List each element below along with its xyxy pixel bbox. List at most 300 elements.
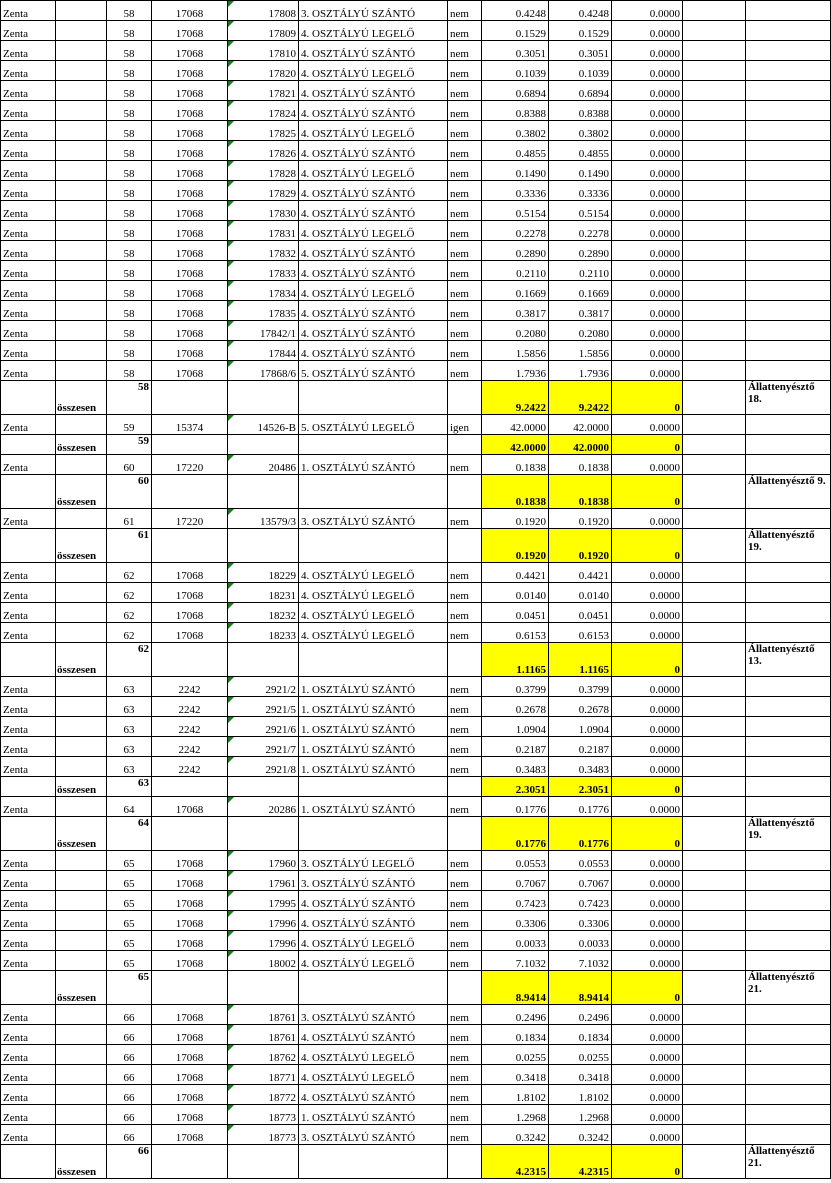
parcel-cell[interactable]: 17835 (228, 301, 299, 321)
empty-cell[interactable] (683, 21, 746, 41)
town-cell[interactable]: Zenta (1, 415, 56, 435)
number-cell[interactable]: 66 (107, 1045, 152, 1065)
kat-cell[interactable]: 17068 (152, 321, 228, 341)
note-cell[interactable] (746, 161, 831, 181)
parcel-cell[interactable]: 17833 (228, 261, 299, 281)
area-c-cell[interactable]: 0.0000 (612, 603, 683, 623)
empty-cell[interactable] (299, 643, 448, 677)
empty-cell[interactable] (1, 777, 56, 797)
town-cell[interactable]: Zenta (1, 261, 56, 281)
town-cell[interactable]: Zenta (1, 623, 56, 643)
note-cell[interactable] (746, 717, 831, 737)
number-cell[interactable]: 60 (107, 455, 152, 475)
flag-cell[interactable]: nem (448, 931, 482, 951)
area-c-cell[interactable]: 0.0000 (612, 161, 683, 181)
empty-cell[interactable] (299, 777, 448, 797)
area-a-cell[interactable]: 1.8102 (482, 1085, 549, 1105)
empty-cell[interactable] (683, 1085, 746, 1105)
empty-cell[interactable] (228, 643, 299, 677)
area-b-cell[interactable]: 0.4855 (549, 141, 612, 161)
town-cell[interactable]: Zenta (1, 717, 56, 737)
empty-cell[interactable] (56, 1085, 107, 1105)
parcel-cell[interactable]: 17808 (228, 1, 299, 21)
parcel-cell[interactable]: 2921/5 (228, 697, 299, 717)
empty-cell[interactable] (56, 1005, 107, 1025)
flag-cell[interactable]: nem (448, 677, 482, 697)
area-b-cell[interactable]: 0.8388 (549, 101, 612, 121)
number-cell[interactable]: 58 (107, 101, 152, 121)
town-cell[interactable]: Zenta (1, 583, 56, 603)
number-cell[interactable]: 62 (107, 603, 152, 623)
number-cell[interactable]: 63 (107, 737, 152, 757)
empty-cell[interactable] (448, 971, 482, 1005)
empty-cell[interactable] (56, 281, 107, 301)
town-cell[interactable]: Zenta (1, 1085, 56, 1105)
subtotal-a[interactable]: 2.3051 (482, 777, 549, 797)
class-cell[interactable]: 4. OSZTÁLYÚ LEGELŐ (299, 623, 448, 643)
flag-cell[interactable]: nem (448, 583, 482, 603)
area-a-cell[interactable]: 0.0553 (482, 851, 549, 871)
note-cell[interactable] (746, 697, 831, 717)
class-cell[interactable]: 4. OSZTÁLYÚ LEGELŐ (299, 161, 448, 181)
kat-cell[interactable]: 2242 (152, 757, 228, 777)
number-cell[interactable]: 63 (107, 717, 152, 737)
empty-cell[interactable] (56, 321, 107, 341)
area-c-cell[interactable]: 0.0000 (612, 41, 683, 61)
town-cell[interactable]: Zenta (1, 341, 56, 361)
note-cell[interactable] (746, 509, 831, 529)
area-b-cell[interactable]: 0.1834 (549, 1025, 612, 1045)
area-c-cell[interactable]: 0.0000 (612, 737, 683, 757)
note-cell[interactable] (746, 221, 831, 241)
town-cell[interactable]: Zenta (1, 1025, 56, 1045)
area-b-cell[interactable]: 0.3799 (549, 677, 612, 697)
empty-cell[interactable] (152, 435, 228, 455)
parcel-cell[interactable]: 18771 (228, 1065, 299, 1085)
kat-cell[interactable]: 2242 (152, 697, 228, 717)
flag-cell[interactable]: nem (448, 623, 482, 643)
subtotal-number[interactable]: 66 (107, 1145, 152, 1179)
area-c-cell[interactable]: 0.0000 (612, 141, 683, 161)
parcel-cell[interactable]: 20286 (228, 797, 299, 817)
note-cell[interactable] (746, 201, 831, 221)
kat-cell[interactable]: 17068 (152, 583, 228, 603)
empty-cell[interactable] (56, 261, 107, 281)
number-cell[interactable]: 66 (107, 1025, 152, 1045)
flag-cell[interactable]: nem (448, 361, 482, 381)
kat-cell[interactable]: 17068 (152, 361, 228, 381)
empty-cell[interactable] (683, 321, 746, 341)
area-c-cell[interactable]: 0.0000 (612, 951, 683, 971)
note-cell[interactable] (746, 261, 831, 281)
empty-cell[interactable] (683, 361, 746, 381)
subtotal-c[interactable]: 0 (612, 777, 683, 797)
empty-cell[interactable] (56, 911, 107, 931)
empty-cell[interactable] (299, 381, 448, 415)
note-cell[interactable]: Állattenyésztő 18. (746, 381, 831, 415)
note-cell[interactable]: Állattenyésztő 19. (746, 529, 831, 563)
town-cell[interactable]: Zenta (1, 931, 56, 951)
number-cell[interactable]: 58 (107, 241, 152, 261)
note-cell[interactable] (746, 1085, 831, 1105)
area-c-cell[interactable]: 0.0000 (612, 241, 683, 261)
empty-cell[interactable] (683, 241, 746, 261)
town-cell[interactable]: Zenta (1, 737, 56, 757)
class-cell[interactable]: 5. OSZTÁLYÚ SZÁNTÓ (299, 361, 448, 381)
class-cell[interactable]: 4. OSZTÁLYÚ LEGELŐ (299, 1065, 448, 1085)
kat-cell[interactable]: 17068 (152, 1065, 228, 1085)
empty-cell[interactable] (56, 61, 107, 81)
area-a-cell[interactable]: 0.3306 (482, 911, 549, 931)
area-b-cell[interactable]: 0.6153 (549, 623, 612, 643)
empty-cell[interactable] (56, 509, 107, 529)
empty-cell[interactable] (683, 261, 746, 281)
empty-cell[interactable] (683, 931, 746, 951)
area-b-cell[interactable]: 1.0904 (549, 717, 612, 737)
number-cell[interactable]: 58 (107, 341, 152, 361)
area-c-cell[interactable]: 0.0000 (612, 455, 683, 475)
subtotal-number[interactable]: 58 (107, 381, 152, 415)
number-cell[interactable]: 63 (107, 697, 152, 717)
area-b-cell[interactable]: 0.1669 (549, 281, 612, 301)
area-b-cell[interactable]: 0.3418 (549, 1065, 612, 1085)
flag-cell[interactable]: nem (448, 21, 482, 41)
flag-cell[interactable]: nem (448, 221, 482, 241)
subtotal-b[interactable]: 0.1776 (549, 817, 612, 851)
flag-cell[interactable]: nem (448, 1, 482, 21)
kat-cell[interactable]: 17220 (152, 455, 228, 475)
flag-cell[interactable]: nem (448, 911, 482, 931)
number-cell[interactable]: 64 (107, 797, 152, 817)
class-cell[interactable]: 4. OSZTÁLYÚ SZÁNTÓ (299, 1025, 448, 1045)
area-b-cell[interactable]: 0.0140 (549, 583, 612, 603)
number-cell[interactable]: 66 (107, 1085, 152, 1105)
empty-cell[interactable] (683, 737, 746, 757)
empty-cell[interactable] (299, 435, 448, 455)
empty-cell[interactable] (56, 891, 107, 911)
flag-cell[interactable]: nem (448, 871, 482, 891)
class-cell[interactable]: 4. OSZTÁLYÚ SZÁNTÓ (299, 81, 448, 101)
class-cell[interactable]: 4. OSZTÁLYÚ SZÁNTÓ (299, 891, 448, 911)
town-cell[interactable]: Zenta (1, 181, 56, 201)
kat-cell[interactable]: 17068 (152, 891, 228, 911)
class-cell[interactable]: 4. OSZTÁLYÚ SZÁNTÓ (299, 41, 448, 61)
class-cell[interactable]: 1. OSZTÁLYÚ SZÁNTÓ (299, 737, 448, 757)
note-cell[interactable] (746, 141, 831, 161)
parcel-cell[interactable]: 17830 (228, 201, 299, 221)
area-a-cell[interactable]: 0.0255 (482, 1045, 549, 1065)
empty-cell[interactable] (683, 141, 746, 161)
note-cell[interactable] (746, 41, 831, 61)
area-a-cell[interactable]: 0.1039 (482, 61, 549, 81)
class-cell[interactable]: 4. OSZTÁLYÚ SZÁNTÓ (299, 341, 448, 361)
kat-cell[interactable]: 17068 (152, 201, 228, 221)
flag-cell[interactable]: nem (448, 41, 482, 61)
area-c-cell[interactable]: 0.0000 (612, 1, 683, 21)
empty-cell[interactable] (683, 201, 746, 221)
empty-cell[interactable] (683, 381, 746, 415)
empty-cell[interactable] (228, 381, 299, 415)
parcel-cell[interactable]: 17821 (228, 81, 299, 101)
parcel-cell[interactable]: 2921/6 (228, 717, 299, 737)
area-a-cell[interactable]: 1.5856 (482, 341, 549, 361)
empty-cell[interactable] (56, 797, 107, 817)
number-cell[interactable]: 58 (107, 181, 152, 201)
area-c-cell[interactable]: 0.0000 (612, 1045, 683, 1065)
number-cell[interactable]: 65 (107, 931, 152, 951)
subtotal-c[interactable]: 0 (612, 475, 683, 509)
class-cell[interactable]: 5. OSZTÁLYÚ LEGELŐ (299, 415, 448, 435)
area-a-cell[interactable]: 0.2890 (482, 241, 549, 261)
number-cell[interactable]: 62 (107, 583, 152, 603)
class-cell[interactable]: 3. OSZTÁLYÚ LEGELŐ (299, 851, 448, 871)
kat-cell[interactable]: 17068 (152, 81, 228, 101)
subtotal-b[interactable]: 4.2315 (549, 1145, 612, 1179)
note-cell[interactable] (746, 583, 831, 603)
note-cell[interactable] (746, 181, 831, 201)
area-b-cell[interactable]: 0.2110 (549, 261, 612, 281)
number-cell[interactable]: 58 (107, 281, 152, 301)
kat-cell[interactable]: 17068 (152, 1085, 228, 1105)
area-c-cell[interactable]: 0.0000 (612, 81, 683, 101)
number-cell[interactable]: 66 (107, 1005, 152, 1025)
flag-cell[interactable]: nem (448, 891, 482, 911)
area-a-cell[interactable]: 0.3051 (482, 41, 549, 61)
kat-cell[interactable]: 17068 (152, 1045, 228, 1065)
area-a-cell[interactable]: 0.2110 (482, 261, 549, 281)
subtotal-number[interactable]: 60 (107, 475, 152, 509)
town-cell[interactable]: Zenta (1, 221, 56, 241)
subtotal-number[interactable]: 65 (107, 971, 152, 1005)
parcel-cell[interactable]: 20486 (228, 455, 299, 475)
empty-cell[interactable] (152, 475, 228, 509)
flag-cell[interactable]: nem (448, 161, 482, 181)
number-cell[interactable]: 65 (107, 911, 152, 931)
number-cell[interactable]: 59 (107, 415, 152, 435)
kat-cell[interactable]: 17068 (152, 261, 228, 281)
subtotal-label[interactable]: összesen (56, 529, 107, 563)
area-c-cell[interactable]: 0.0000 (612, 361, 683, 381)
note-cell[interactable] (746, 737, 831, 757)
subtotal-b[interactable]: 0.1920 (549, 529, 612, 563)
class-cell[interactable]: 1. OSZTÁLYÚ SZÁNTÓ (299, 717, 448, 737)
flag-cell[interactable]: nem (448, 281, 482, 301)
parcel-cell[interactable]: 17831 (228, 221, 299, 241)
class-cell[interactable]: 3. OSZTÁLYÚ SZÁNTÓ (299, 1125, 448, 1145)
town-cell[interactable]: Zenta (1, 911, 56, 931)
flag-cell[interactable]: nem (448, 1025, 482, 1045)
area-c-cell[interactable]: 0.0000 (612, 1025, 683, 1045)
empty-cell[interactable] (56, 1065, 107, 1085)
empty-cell[interactable] (228, 971, 299, 1005)
note-cell[interactable] (746, 455, 831, 475)
area-c-cell[interactable]: 0.0000 (612, 911, 683, 931)
parcel-cell[interactable]: 17825 (228, 121, 299, 141)
area-c-cell[interactable]: 0.0000 (612, 623, 683, 643)
area-a-cell[interactable]: 0.2080 (482, 321, 549, 341)
empty-cell[interactable] (228, 529, 299, 563)
area-a-cell[interactable]: 0.2496 (482, 1005, 549, 1025)
parcel-cell[interactable]: 18233 (228, 623, 299, 643)
note-cell[interactable] (746, 435, 831, 455)
note-cell[interactable] (746, 623, 831, 643)
area-b-cell[interactable]: 0.1920 (549, 509, 612, 529)
empty-cell[interactable] (683, 1125, 746, 1145)
class-cell[interactable]: 4. OSZTÁLYÚ SZÁNTÓ (299, 101, 448, 121)
parcel-cell[interactable]: 17826 (228, 141, 299, 161)
area-b-cell[interactable]: 0.2890 (549, 241, 612, 261)
class-cell[interactable]: 4. OSZTÁLYÚ SZÁNTÓ (299, 201, 448, 221)
kat-cell[interactable]: 17068 (152, 1, 228, 21)
note-cell[interactable]: Állattenyésztő 9. (746, 475, 831, 509)
parcel-cell[interactable]: 17832 (228, 241, 299, 261)
flag-cell[interactable]: nem (448, 951, 482, 971)
note-cell[interactable] (746, 241, 831, 261)
town-cell[interactable]: Zenta (1, 563, 56, 583)
area-b-cell[interactable]: 1.8102 (549, 1085, 612, 1105)
town-cell[interactable]: Zenta (1, 81, 56, 101)
area-b-cell[interactable]: 0.7067 (549, 871, 612, 891)
area-b-cell[interactable]: 7.1032 (549, 951, 612, 971)
kat-cell[interactable]: 15374 (152, 415, 228, 435)
flag-cell[interactable]: nem (448, 697, 482, 717)
parcel-cell[interactable]: 17844 (228, 341, 299, 361)
area-a-cell[interactable]: 0.0033 (482, 931, 549, 951)
class-cell[interactable]: 4. OSZTÁLYÚ LEGELŐ (299, 1045, 448, 1065)
area-b-cell[interactable]: 42.0000 (549, 415, 612, 435)
parcel-cell[interactable]: 2921/8 (228, 757, 299, 777)
flag-cell[interactable]: nem (448, 509, 482, 529)
flag-cell[interactable]: nem (448, 81, 482, 101)
note-cell[interactable] (746, 757, 831, 777)
kat-cell[interactable]: 17068 (152, 281, 228, 301)
area-a-cell[interactable]: 0.7423 (482, 891, 549, 911)
number-cell[interactable]: 65 (107, 871, 152, 891)
empty-cell[interactable] (56, 717, 107, 737)
empty-cell[interactable] (56, 81, 107, 101)
subtotal-number[interactable]: 64 (107, 817, 152, 851)
subtotal-label[interactable]: összesen (56, 971, 107, 1005)
class-cell[interactable]: 4. OSZTÁLYÚ LEGELŐ (299, 951, 448, 971)
area-b-cell[interactable]: 0.2278 (549, 221, 612, 241)
class-cell[interactable]: 4. OSZTÁLYÚ SZÁNTÓ (299, 301, 448, 321)
area-c-cell[interactable]: 0.0000 (612, 757, 683, 777)
flag-cell[interactable]: nem (448, 261, 482, 281)
area-b-cell[interactable]: 0.3336 (549, 181, 612, 201)
area-a-cell[interactable]: 0.2678 (482, 697, 549, 717)
empty-cell[interactable] (683, 603, 746, 623)
note-cell[interactable] (746, 911, 831, 931)
town-cell[interactable]: Zenta (1, 603, 56, 623)
parcel-cell[interactable]: 18761 (228, 1005, 299, 1025)
town-cell[interactable]: Zenta (1, 1125, 56, 1145)
note-cell[interactable]: Állattenyésztő 19. (746, 817, 831, 851)
town-cell[interactable]: Zenta (1, 361, 56, 381)
area-b-cell[interactable]: 0.7423 (549, 891, 612, 911)
area-a-cell[interactable]: 0.1529 (482, 21, 549, 41)
note-cell[interactable] (746, 1, 831, 21)
number-cell[interactable]: 62 (107, 623, 152, 643)
parcel-cell[interactable]: 18002 (228, 951, 299, 971)
empty-cell[interactable] (56, 181, 107, 201)
area-a-cell[interactable]: 0.3336 (482, 181, 549, 201)
empty-cell[interactable] (152, 971, 228, 1005)
empty-cell[interactable] (299, 971, 448, 1005)
flag-cell[interactable]: nem (448, 1105, 482, 1125)
empty-cell[interactable] (683, 475, 746, 509)
area-c-cell[interactable]: 0.0000 (612, 201, 683, 221)
empty-cell[interactable] (683, 101, 746, 121)
area-c-cell[interactable]: 0.0000 (612, 509, 683, 529)
flag-cell[interactable]: nem (448, 341, 482, 361)
class-cell[interactable]: 1. OSZTÁLYÚ SZÁNTÓ (299, 1105, 448, 1125)
town-cell[interactable]: Zenta (1, 281, 56, 301)
empty-cell[interactable] (683, 817, 746, 851)
flag-cell[interactable]: nem (448, 121, 482, 141)
empty-cell[interactable] (56, 221, 107, 241)
kat-cell[interactable]: 17068 (152, 341, 228, 361)
empty-cell[interactable] (683, 181, 746, 201)
area-a-cell[interactable]: 0.3483 (482, 757, 549, 777)
area-c-cell[interactable]: 0.0000 (612, 1085, 683, 1105)
kat-cell[interactable]: 17068 (152, 951, 228, 971)
empty-cell[interactable] (1, 381, 56, 415)
town-cell[interactable]: Zenta (1, 677, 56, 697)
subtotal-b[interactable]: 2.3051 (549, 777, 612, 797)
area-c-cell[interactable]: 0.0000 (612, 61, 683, 81)
town-cell[interactable]: Zenta (1, 1045, 56, 1065)
note-cell[interactable]: Állattenyésztő 13. (746, 643, 831, 677)
subtotal-a[interactable]: 0.1776 (482, 817, 549, 851)
empty-cell[interactable] (683, 1065, 746, 1085)
note-cell[interactable] (746, 951, 831, 971)
flag-cell[interactable]: nem (448, 101, 482, 121)
parcel-cell[interactable]: 18761 (228, 1025, 299, 1045)
area-b-cell[interactable]: 0.2187 (549, 737, 612, 757)
empty-cell[interactable] (683, 911, 746, 931)
kat-cell[interactable]: 17068 (152, 931, 228, 951)
area-a-cell[interactable]: 0.1834 (482, 1025, 549, 1045)
empty-cell[interactable] (56, 931, 107, 951)
area-b-cell[interactable]: 0.4421 (549, 563, 612, 583)
area-c-cell[interactable]: 0.0000 (612, 261, 683, 281)
empty-cell[interactable] (299, 817, 448, 851)
class-cell[interactable]: 3. OSZTÁLYÚ SZÁNTÓ (299, 509, 448, 529)
number-cell[interactable]: 58 (107, 161, 152, 181)
class-cell[interactable]: 1. OSZTÁLYÚ SZÁNTÓ (299, 697, 448, 717)
area-c-cell[interactable]: 0.0000 (612, 121, 683, 141)
class-cell[interactable]: 4. OSZTÁLYÚ LEGELŐ (299, 21, 448, 41)
flag-cell[interactable]: nem (448, 181, 482, 201)
town-cell[interactable]: Zenta (1, 21, 56, 41)
area-b-cell[interactable]: 0.1529 (549, 21, 612, 41)
empty-cell[interactable] (299, 475, 448, 509)
parcel-cell[interactable]: 17961 (228, 871, 299, 891)
kat-cell[interactable]: 17068 (152, 1125, 228, 1145)
empty-cell[interactable] (56, 871, 107, 891)
number-cell[interactable]: 58 (107, 141, 152, 161)
number-cell[interactable]: 63 (107, 757, 152, 777)
flag-cell[interactable]: nem (448, 301, 482, 321)
area-c-cell[interactable]: 0.0000 (612, 1005, 683, 1025)
empty-cell[interactable] (683, 697, 746, 717)
empty-cell[interactable] (448, 475, 482, 509)
empty-cell[interactable] (683, 623, 746, 643)
area-a-cell[interactable]: 0.1776 (482, 797, 549, 817)
class-cell[interactable]: 4. OSZTÁLYÚ SZÁNTÓ (299, 911, 448, 931)
parcel-cell[interactable]: 18232 (228, 603, 299, 623)
subtotal-c[interactable]: 0 (612, 381, 683, 415)
